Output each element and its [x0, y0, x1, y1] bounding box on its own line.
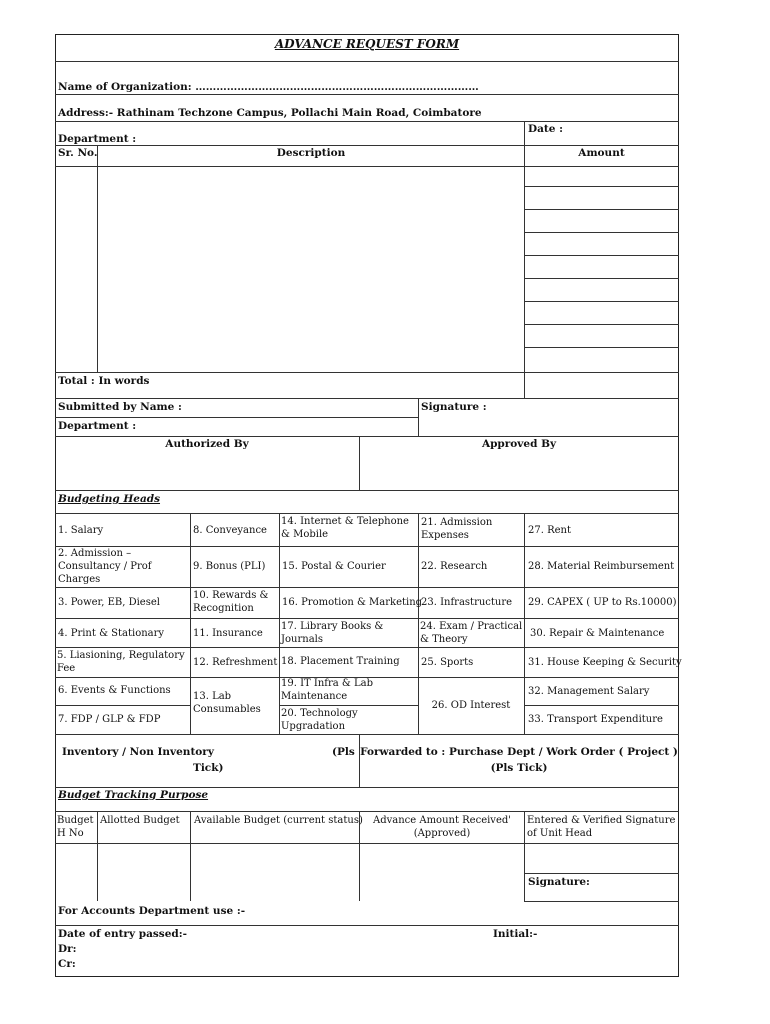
- budgeting-heads-title: Budgeting Heads: [58, 493, 161, 505]
- budget-head: 4. Print & Stationary: [58, 628, 165, 639]
- approved-by-label: Approved By: [481, 438, 557, 450]
- address-text: Address:- Rathinam Techzone Campus, Pollachi Main Road, Coimbatore: [58, 107, 482, 119]
- debit-label: Dr:: [58, 943, 77, 955]
- budget-head: 32. Management Salary: [528, 686, 650, 697]
- initial-label: Initial:-: [493, 928, 538, 940]
- budget-head: 29. CAPEX ( UP to Rs.10000): [528, 597, 677, 608]
- authorized-by-label: Authorized By: [165, 438, 249, 450]
- total-in-words-label: Total : In words: [58, 375, 150, 387]
- forwarded-to-label: Forwarded to : Purchase Dept / Work Order ( Project ): [360, 746, 678, 758]
- budget-head: 26. OD Interest: [431, 700, 511, 711]
- budget-head: 5. Liasioning, Regulatory Fee: [57, 650, 185, 674]
- credit-label: Cr:: [58, 958, 76, 970]
- budget-head: 23. Infrastructure: [421, 597, 513, 608]
- budget-head: 17. Library Books & Journals: [281, 621, 384, 645]
- srno-header: Sr. No.: [58, 147, 98, 159]
- accounts-use-label: For Accounts Department use :-: [58, 905, 246, 917]
- budget-head: 15. Postal & Courier: [282, 561, 386, 572]
- budget-head: 22. Research: [421, 561, 488, 572]
- budget-head: 24. Exam / Practical & Theory: [420, 621, 523, 645]
- budget-head: 1. Salary: [58, 525, 104, 536]
- budget-head: 19. IT Infra & Lab Maintenance: [281, 678, 373, 702]
- budget-head: 2. Admission – Consultancy / Prof Charges: [58, 548, 152, 585]
- date-label: Date :: [528, 123, 563, 135]
- description-header: Description: [276, 147, 346, 159]
- budget-head: 31. House Keeping & Security: [528, 657, 682, 668]
- budget-head: 11. Insurance: [193, 628, 263, 639]
- tracking-budget-hno-header: Budget H No: [57, 815, 94, 839]
- budget-head: 8. Conveyance: [193, 525, 267, 536]
- budget-head: 16. Promotion & Marketing: [282, 597, 423, 608]
- inventory-tick-label: Tick): [193, 762, 224, 774]
- inventory-pls-label: (Pls: [332, 746, 355, 758]
- budget-tracking-title: Budget Tracking Purpose: [58, 789, 209, 801]
- budget-head: 33. Transport Expenditure: [528, 714, 663, 725]
- budget-head: 20. Technology Upgradation: [281, 708, 358, 732]
- budget-head: 12. Refreshment: [193, 657, 278, 668]
- tracking-allotted-header: Allotted Budget: [100, 815, 180, 826]
- budget-head: 27. Rent: [528, 525, 571, 536]
- budget-head: 7. FDP / GLP & FDP: [58, 714, 161, 725]
- department-label: Department :: [58, 133, 137, 145]
- budget-head: 30. Repair & Maintenance: [530, 628, 665, 639]
- signature-label: Signature :: [421, 401, 487, 413]
- budget-head: 25. Sports: [421, 657, 474, 668]
- tracking-verified-header: Entered & Verified Signature of Unit Head: [527, 815, 676, 839]
- budget-head: 6. Events & Functions: [58, 685, 171, 696]
- date-of-entry-label: Date of entry passed:-: [58, 928, 187, 940]
- amount-header: Amount: [578, 147, 625, 159]
- budget-head: 9. Bonus (PLI): [193, 561, 266, 572]
- budget-head: 3. Power, EB, Diesel: [58, 597, 160, 608]
- forwarded-tick-label: (Pls Tick): [490, 762, 548, 774]
- budget-head: 21. Admission Expenses: [421, 517, 493, 541]
- budget-head: 18. Placement Training: [281, 656, 400, 667]
- form-title: ADVANCE REQUEST FORM: [274, 37, 460, 51]
- budget-head: 10. Rewards & Recognition: [193, 590, 269, 614]
- tracking-signature-label: Signature:: [528, 876, 590, 888]
- budget-head: 13. Lab Consumables: [193, 691, 261, 715]
- budget-head: 28. Material Reimbursement: [528, 561, 675, 572]
- inventory-label: Inventory / Non Inventory: [62, 746, 214, 758]
- submitted-by-label: Submitted by Name :: [58, 401, 182, 413]
- department-submitted-label: Department :: [58, 420, 137, 432]
- organization-label: Name of Organization: ………………………………………………………………………: [58, 81, 479, 93]
- tracking-available-header: Available Budget (current status): [194, 815, 363, 826]
- tracking-advance-header: Advance Amount Received' (Approved): [372, 815, 512, 839]
- budget-head: 14. Internet & Telephone & Mobile: [281, 516, 409, 540]
